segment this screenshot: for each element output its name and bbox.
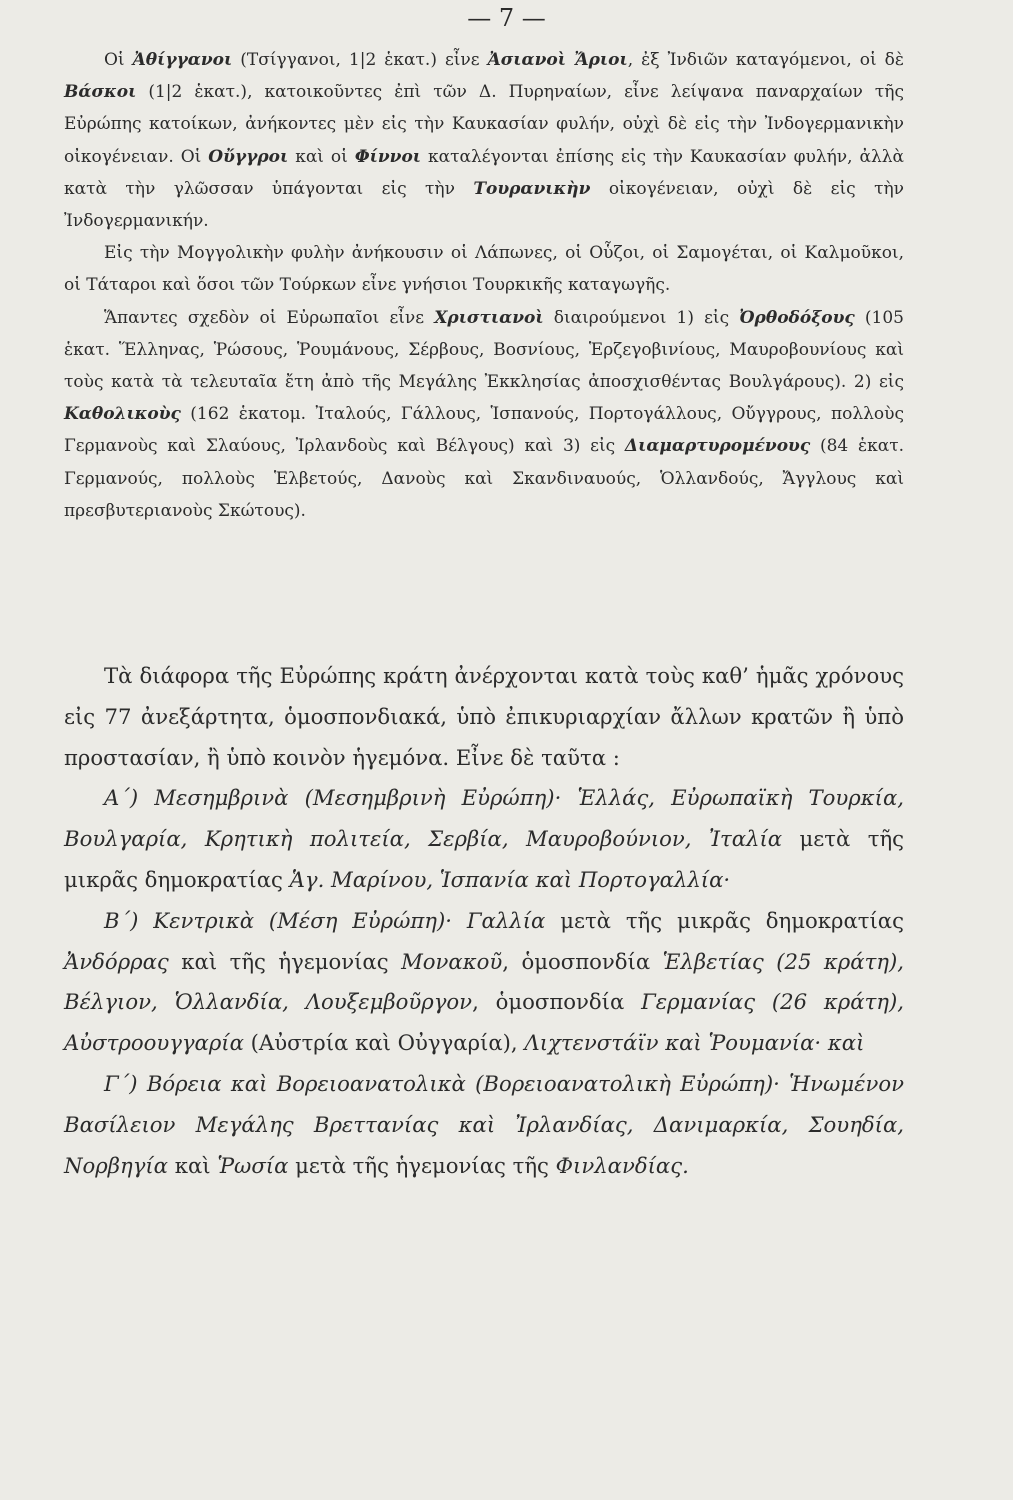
state-monaco: Μονακοῦ (401, 948, 503, 974)
state-andorra: Ἀνδόρρας (64, 948, 169, 974)
text: , ὁμοσπονδία (502, 948, 663, 974)
term-finns: Φίννοι (354, 146, 422, 167)
text: μετὰ τῆς μικρᾶς δημοκρατίας (64, 826, 904, 892)
text: (162 ἑκατομ. Ἰταλούς, Γάλλους, Ἱσπανούς, Πορτογάλλους, Οὔγγρους, πολλοὺς Γερμανοὺς καὶ Σλαύους, Ἰρλανδοὺς καὶ Βέλγους) καὶ 3) εἰς (64, 404, 904, 457)
text: καὶ τῆς ἡγεμονίας (168, 948, 402, 974)
text: , ἐξ Ἰνδιῶν καταγόμενοι, οἱ δὲ (627, 50, 905, 70)
text: (Τσίγγανοι, 1|2 ἑκατ.) εἶνε (232, 50, 488, 70)
text: καὶ (167, 1152, 218, 1178)
section-central-states (64, 901, 904, 1064)
term-basques: Βάσκοι (64, 82, 137, 103)
term-christians: Χριστιανοὶ (434, 307, 544, 328)
small-print-section (64, 44, 904, 527)
text: Οἱ (104, 50, 133, 70)
state-russia: Ῥωσία (217, 1152, 289, 1178)
term-orthodox: Ὀρθοδόξους (739, 307, 855, 328)
text: καταλέγονται ἐπίσης εἰς τὴν Καυκασίαν φυλήν, ἀλλὰ κατὰ τὴν γλῶσσαν ὑπάγονται εἰς τὴν (64, 146, 904, 199)
term-turanian: Τουρανικὴν (473, 178, 591, 199)
term-protestants: Διαμαρτυρομένους (624, 436, 811, 457)
state-finland: Φινλανδίας. (555, 1152, 689, 1178)
text: διαιρούμενοι 1) εἰς (543, 307, 740, 328)
text: Ἅπαντες σχεδὸν οἱ Εὐρωπαῖοι εἶνε (104, 307, 435, 328)
term-athinganoi: Ἀθίγγανοι (132, 50, 233, 70)
paragraph-christians (64, 302, 904, 527)
term-hungarians: Οὔγγροι (208, 146, 289, 167)
southern-states-list: Α΄) Μεσημβρινὰ (Μεσημβρινὴ Εὐρώπη)· Ἑλλάς, Εὐρωπαϊκὴ Τουρκία, Βουλγαρία, Κρητικὴ πολιτεία, Σερβία, Μαυροβούνιον, Ἰταλία (64, 785, 904, 852)
text: μετὰ τῆς μικρᾶς δημοκρατίας (545, 907, 904, 933)
text: (Αὐστρία καὶ Οὐγγαρία), (243, 1030, 525, 1056)
term-catholics: Καθολικοὺς (64, 404, 181, 425)
text: (1|2 ἑκατ.), κατοικοῦντες ἐπὶ τῶν Δ. Πυρηναίων, εἶνε λείψανα παναρχαίων τῆς Εὐρώπης κατοίκων, ἀνήκοντες μὲν εἰς τὴν Καυκασίαν φυλήν, οὐχὶ δὲ εἰς τὴν Ἰνδογερμανικὴν οἰκογένειαν. Οἱ (64, 82, 904, 167)
large-print-section (64, 656, 904, 1186)
central-states-heading: Β΄) Κεντρικὰ (Μέση Εὐρώπη)· Γαλλία (104, 907, 546, 933)
central-states-list-2: Γερμανίας (26 κράτη), Αὐστροουγγαρία (64, 989, 904, 1056)
text: μετὰ τῆς ἡγεμονίας τῆς (288, 1152, 556, 1178)
central-states-list: Ἑλβετίας (25 κράτη), Βέλγιον, Ὁλλανδία, Λουξεμβοῦργον (64, 948, 904, 1015)
paragraph-gypsies-basques (64, 44, 904, 237)
section-northern-states (64, 1064, 904, 1186)
text: οἰκογένειαν, οὐχὶ δὲ εἰς τὴν Ἰνδογερμανικήν. (64, 178, 904, 232)
term-asian-aryans: Ἀσιανοὶ Ἄριοι (487, 50, 628, 70)
northern-states-list: Γ΄) Βόρεια καὶ Βορειοανατολικὰ (Βορειοανατολικὴ Εὐρώπη)· Ἡνωμένον Βασίλειον Μεγάλης Βρεττανίας καὶ Ἰρλανδίας, Δανιμαρκία, Σουηδία, Νορβηγία (64, 1070, 904, 1178)
southern-states-list-end: Ἁγ. Μαρίνου, Ἱσπανία καὶ Πορτογαλλία· (289, 866, 731, 892)
text: καὶ οἱ (288, 146, 355, 167)
paragraph-states-intro: Τὰ διάφορα τῆς Εὐρώπης κράτη ἀνέρχονται κατὰ τοὺς καθ’ ἡμᾶς χρόνους εἰς 77 ἀνεξάρτητα, ὁμοσπονδιακά, ὑπὸ ἐπικυριαρχίαν ἄλλων κρατῶν ἢ ὑπὸ προστασίαν, ἢ ὑπὸ κοινὸν ἡγεμόνα. Εἶνε δὲ ταῦτα : (64, 663, 904, 770)
text: (84 ἑκατ. Γερμανούς, πολλοὺς Ἑλβετούς, Δανοὺς καὶ Σκανδιναυούς, Ὁλλανδούς, Ἄγγλους καὶ πρεσβυτεριανοὺς Σκώτους). (64, 436, 904, 521)
paragraph-mongol-race: Εἰς τὴν Μογγολικὴν φυλὴν ἀνήκουσιν οἱ Λάπωνες, οἱ Οὗζοι, οἱ Σαμογέται, οἱ Καλμοῦκοι, οἱ Τάταροι καὶ ὅσοι τῶν Τούρκων εἶνε γνήσιοι Τουρκικῆς καταγωγῆς. (64, 243, 904, 296)
text: (105 ἑκατ. Ἕλληνας, Ῥώσους, Ῥουμάνους, Σέρβους, Βοσνίους, Ἑρζεγοβινίους, Μαυροβουνίους καὶ τοὺς κατὰ τὰ τελευταῖα ἔτη ἀπὸ τῆς Μεγάλης Ἐκκλησίας ἀποσχισθέντας Βουλγάρους). 2) εἰς (64, 307, 904, 393)
central-states-list-end: Λιχτενστάϊν καὶ Ῥουμανία· καὶ (524, 1030, 865, 1056)
page-number: — 7 — (467, 4, 546, 32)
text: , ὁμοσπονδία (472, 989, 642, 1015)
section-southern-states (64, 778, 904, 900)
